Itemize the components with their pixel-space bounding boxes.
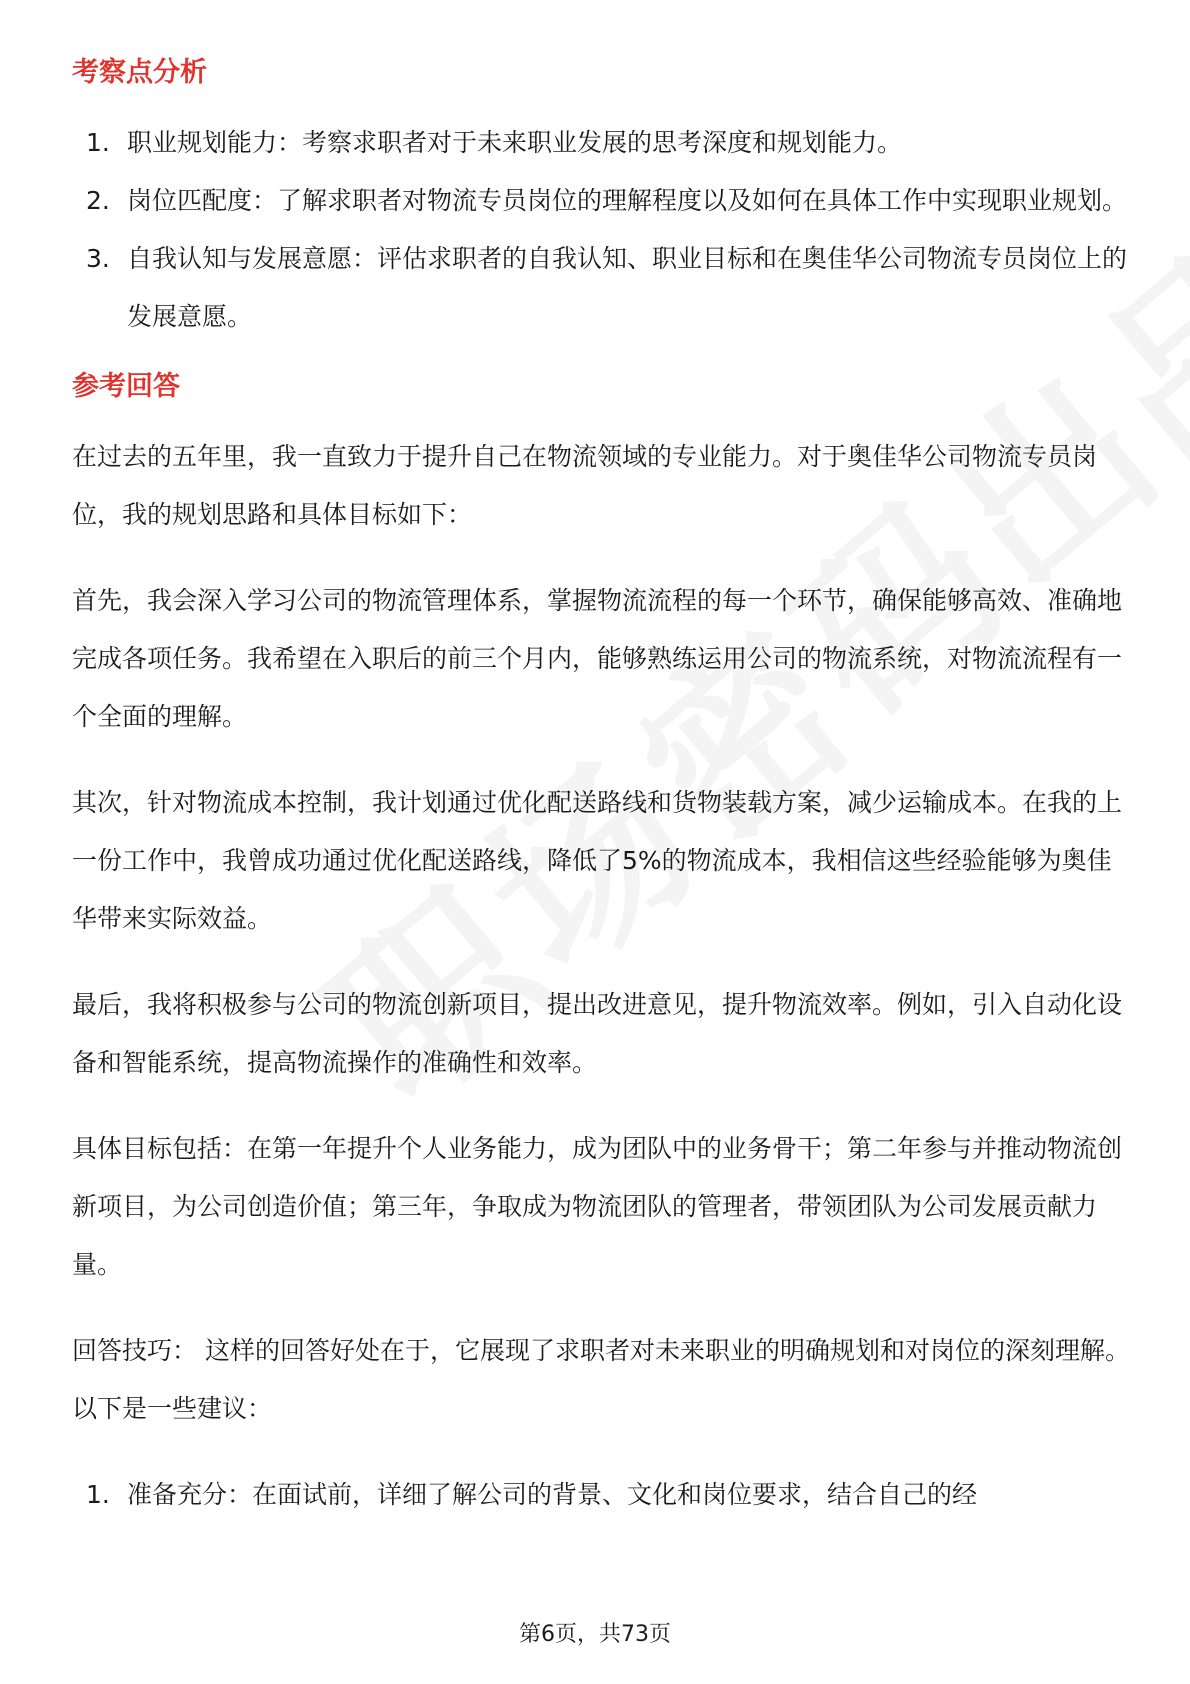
paragraph: 回答技巧： 这样的回答好处在于，它展现了求职者对未来职业的明确规划和对岗位的深刻理解。以下是一些建议： — [72, 1336, 1130, 1423]
paragraph: 具体目标包括：在第一年提升个人业务能力，成为团队中的业务骨干；第二年参与并推动物流创新项目，为公司创造价值；第三年，争取成为物流团队的管理者，带领团队为公司发展贡献力量。 — [72, 1134, 1123, 1279]
paragraph: 首先，我会深入学习公司的物流管理体系，掌握物流流程的每一个环节，确保能够高效、准确地完成各项任务。我希望在入职后的前三个月内，能够熟练运用公司的物流系统，对物流流程有一个全面的理解。 — [72, 586, 1123, 731]
section-title-analysis: 考察点分析 — [72, 57, 207, 88]
page-footer: 第6页，共73页 — [519, 1622, 671, 1647]
tips-list — [72, 1466, 1132, 1524]
paragraph: 最后，我将积极参与公司的物流创新项目，提出改进意见，提升物流效率。例如，引入自动化设备和智能系统，提高物流操作的准确性和效率。 — [72, 990, 1123, 1077]
section-title-answer: 参考回答 — [72, 371, 180, 402]
paragraph: 在过去的五年里，我一直致力于提升自己在物流领域的专业能力。对于奥佳华公司物流专员岗位，我的规划思路和具体目标如下： — [72, 442, 1098, 529]
analysis-list — [72, 114, 1132, 346]
list-item: 3. 自我认知与发展意愿：评估求职者的自我认知、职业目标和在奥佳华公司物流专员岗位上的发展意愿。 — [86, 244, 1128, 331]
list-item: 1. 职业规划能力：考察求职者对于未来职业发展的思考深度和规划能力。 — [86, 128, 903, 157]
paragraph: 其次，针对物流成本控制，我计划通过优化配送路线和货物装载方案，减少运输成本。在我的上一份工作中，我曾成功通过优化配送路线，降低了5%的物流成本，我相信这些经验能够为奥佳华带来实际效益。 — [72, 788, 1123, 933]
list-item: 2. 岗位匹配度：了解求职者对物流专员岗位的理解程度以及如何在具体工作中实现职业规划。 — [86, 186, 1128, 215]
page-content — [72, 44, 1132, 1524]
list-item: 1. 准备充分：在面试前，详细了解公司的背景、文化和岗位要求，结合自己的经 — [86, 1480, 978, 1509]
